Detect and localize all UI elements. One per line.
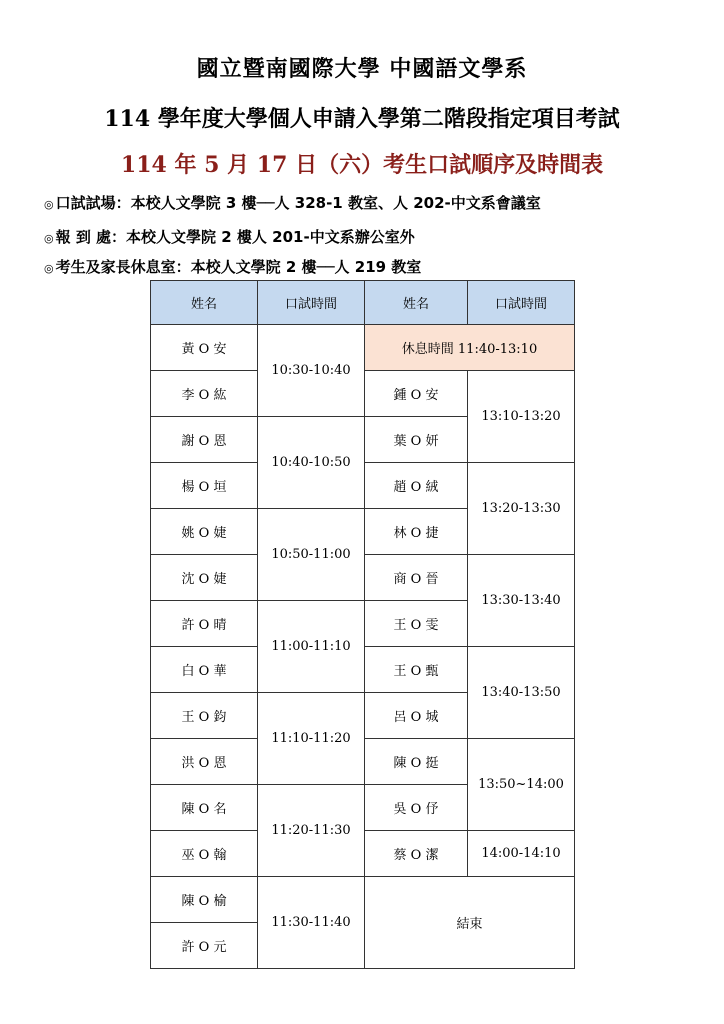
interview-time: 13:30-13:40 [468, 555, 575, 647]
candidate-name: 王 O 甄 [365, 647, 468, 693]
candidate-name: 商 O 晉 [365, 555, 468, 601]
info-checkin-text: 報 到 處：本校人文學院 2 樓人 201-中文系辦公室外 [55, 228, 415, 246]
candidate-name: 王 O 鈞 [151, 693, 258, 739]
candidate-name: 沈 O 婕 [151, 555, 258, 601]
info-venue-text: 口試試場：本校人文學院 3 樓──人 328-1 教室、人 202-中文系會議室 [55, 194, 541, 212]
candidate-name: 陳 O 挺 [365, 739, 468, 785]
header-time: 口試時間 [468, 281, 575, 325]
info-waiting-room [44, 256, 421, 277]
schedule-table [150, 280, 575, 969]
exam-title: 114 學年度大學個人申請入學第二階段指定項目考試 [104, 106, 620, 132]
candidate-name: 呂 O 城 [365, 693, 468, 739]
candidate-name: 姚 O 婕 [151, 509, 258, 555]
interview-time: 10:50-11:00 [258, 509, 365, 601]
header-name: 姓名 [151, 281, 258, 325]
info-waiting-text: 考生及家長休息室：本校人文學院 2 樓──人 219 教室 [55, 258, 422, 276]
candidate-name: 陳 O 名 [151, 785, 258, 831]
interview-time: 13:50~14:00 [468, 739, 575, 831]
bullet-icon: ◎ [44, 232, 54, 245]
candidate-name: 巫 O 翰 [151, 831, 258, 877]
header-time: 口試時間 [258, 281, 365, 325]
header-name: 姓名 [365, 281, 468, 325]
candidate-name: 許 O 元 [151, 923, 258, 969]
candidate-name: 林 O 捷 [365, 509, 468, 555]
info-venue [44, 192, 541, 213]
bullet-icon: ◎ [44, 262, 54, 275]
interview-time: 13:10-13:20 [468, 371, 575, 463]
interview-time: 10:30-10:40 [258, 325, 365, 417]
candidate-name: 李 O 紘 [151, 371, 258, 417]
candidate-name: 楊 O 垣 [151, 463, 258, 509]
interview-time: 13:40-13:50 [468, 647, 575, 739]
candidate-name: 陳 O 榆 [151, 877, 258, 923]
bullet-icon: ◎ [44, 198, 54, 211]
table-header-row [151, 281, 575, 325]
interview-time: 11:10-11:20 [258, 693, 365, 785]
candidate-name: 鍾 O 安 [365, 371, 468, 417]
interview-time: 14:00-14:10 [468, 831, 575, 877]
interview-time: 11:30-11:40 [258, 877, 365, 969]
candidate-name: 謝 O 恩 [151, 417, 258, 463]
candidate-name: 吳 O 伃 [365, 785, 468, 831]
table-row [151, 877, 575, 923]
interview-time: 11:20-11:30 [258, 785, 365, 877]
end-marker: 結束 [365, 877, 575, 969]
candidate-name: 王 O 雯 [365, 601, 468, 647]
info-checkin [44, 226, 415, 247]
interview-time: 13:20-13:30 [468, 463, 575, 555]
candidate-name: 蔡 O 潔 [365, 831, 468, 877]
candidate-name: 白 O 華 [151, 647, 258, 693]
candidate-name: 趙 O 絨 [365, 463, 468, 509]
candidate-name: 葉 O 妍 [365, 417, 468, 463]
candidate-name: 許 O 晴 [151, 601, 258, 647]
break-time: 休息時間 11:40-13:10 [365, 325, 575, 371]
table-row [151, 325, 575, 371]
candidate-name: 黃 O 安 [151, 325, 258, 371]
schedule-date-title: 114 年 5 月 17 日（六）考生口試順序及時間表 [120, 152, 604, 178]
candidate-name: 洪 O 恩 [151, 739, 258, 785]
department-title: 國立暨南國際大學 中國語文學系 [196, 56, 528, 82]
interview-time: 10:40-10:50 [258, 417, 365, 509]
interview-time: 11:00-11:10 [258, 601, 365, 693]
